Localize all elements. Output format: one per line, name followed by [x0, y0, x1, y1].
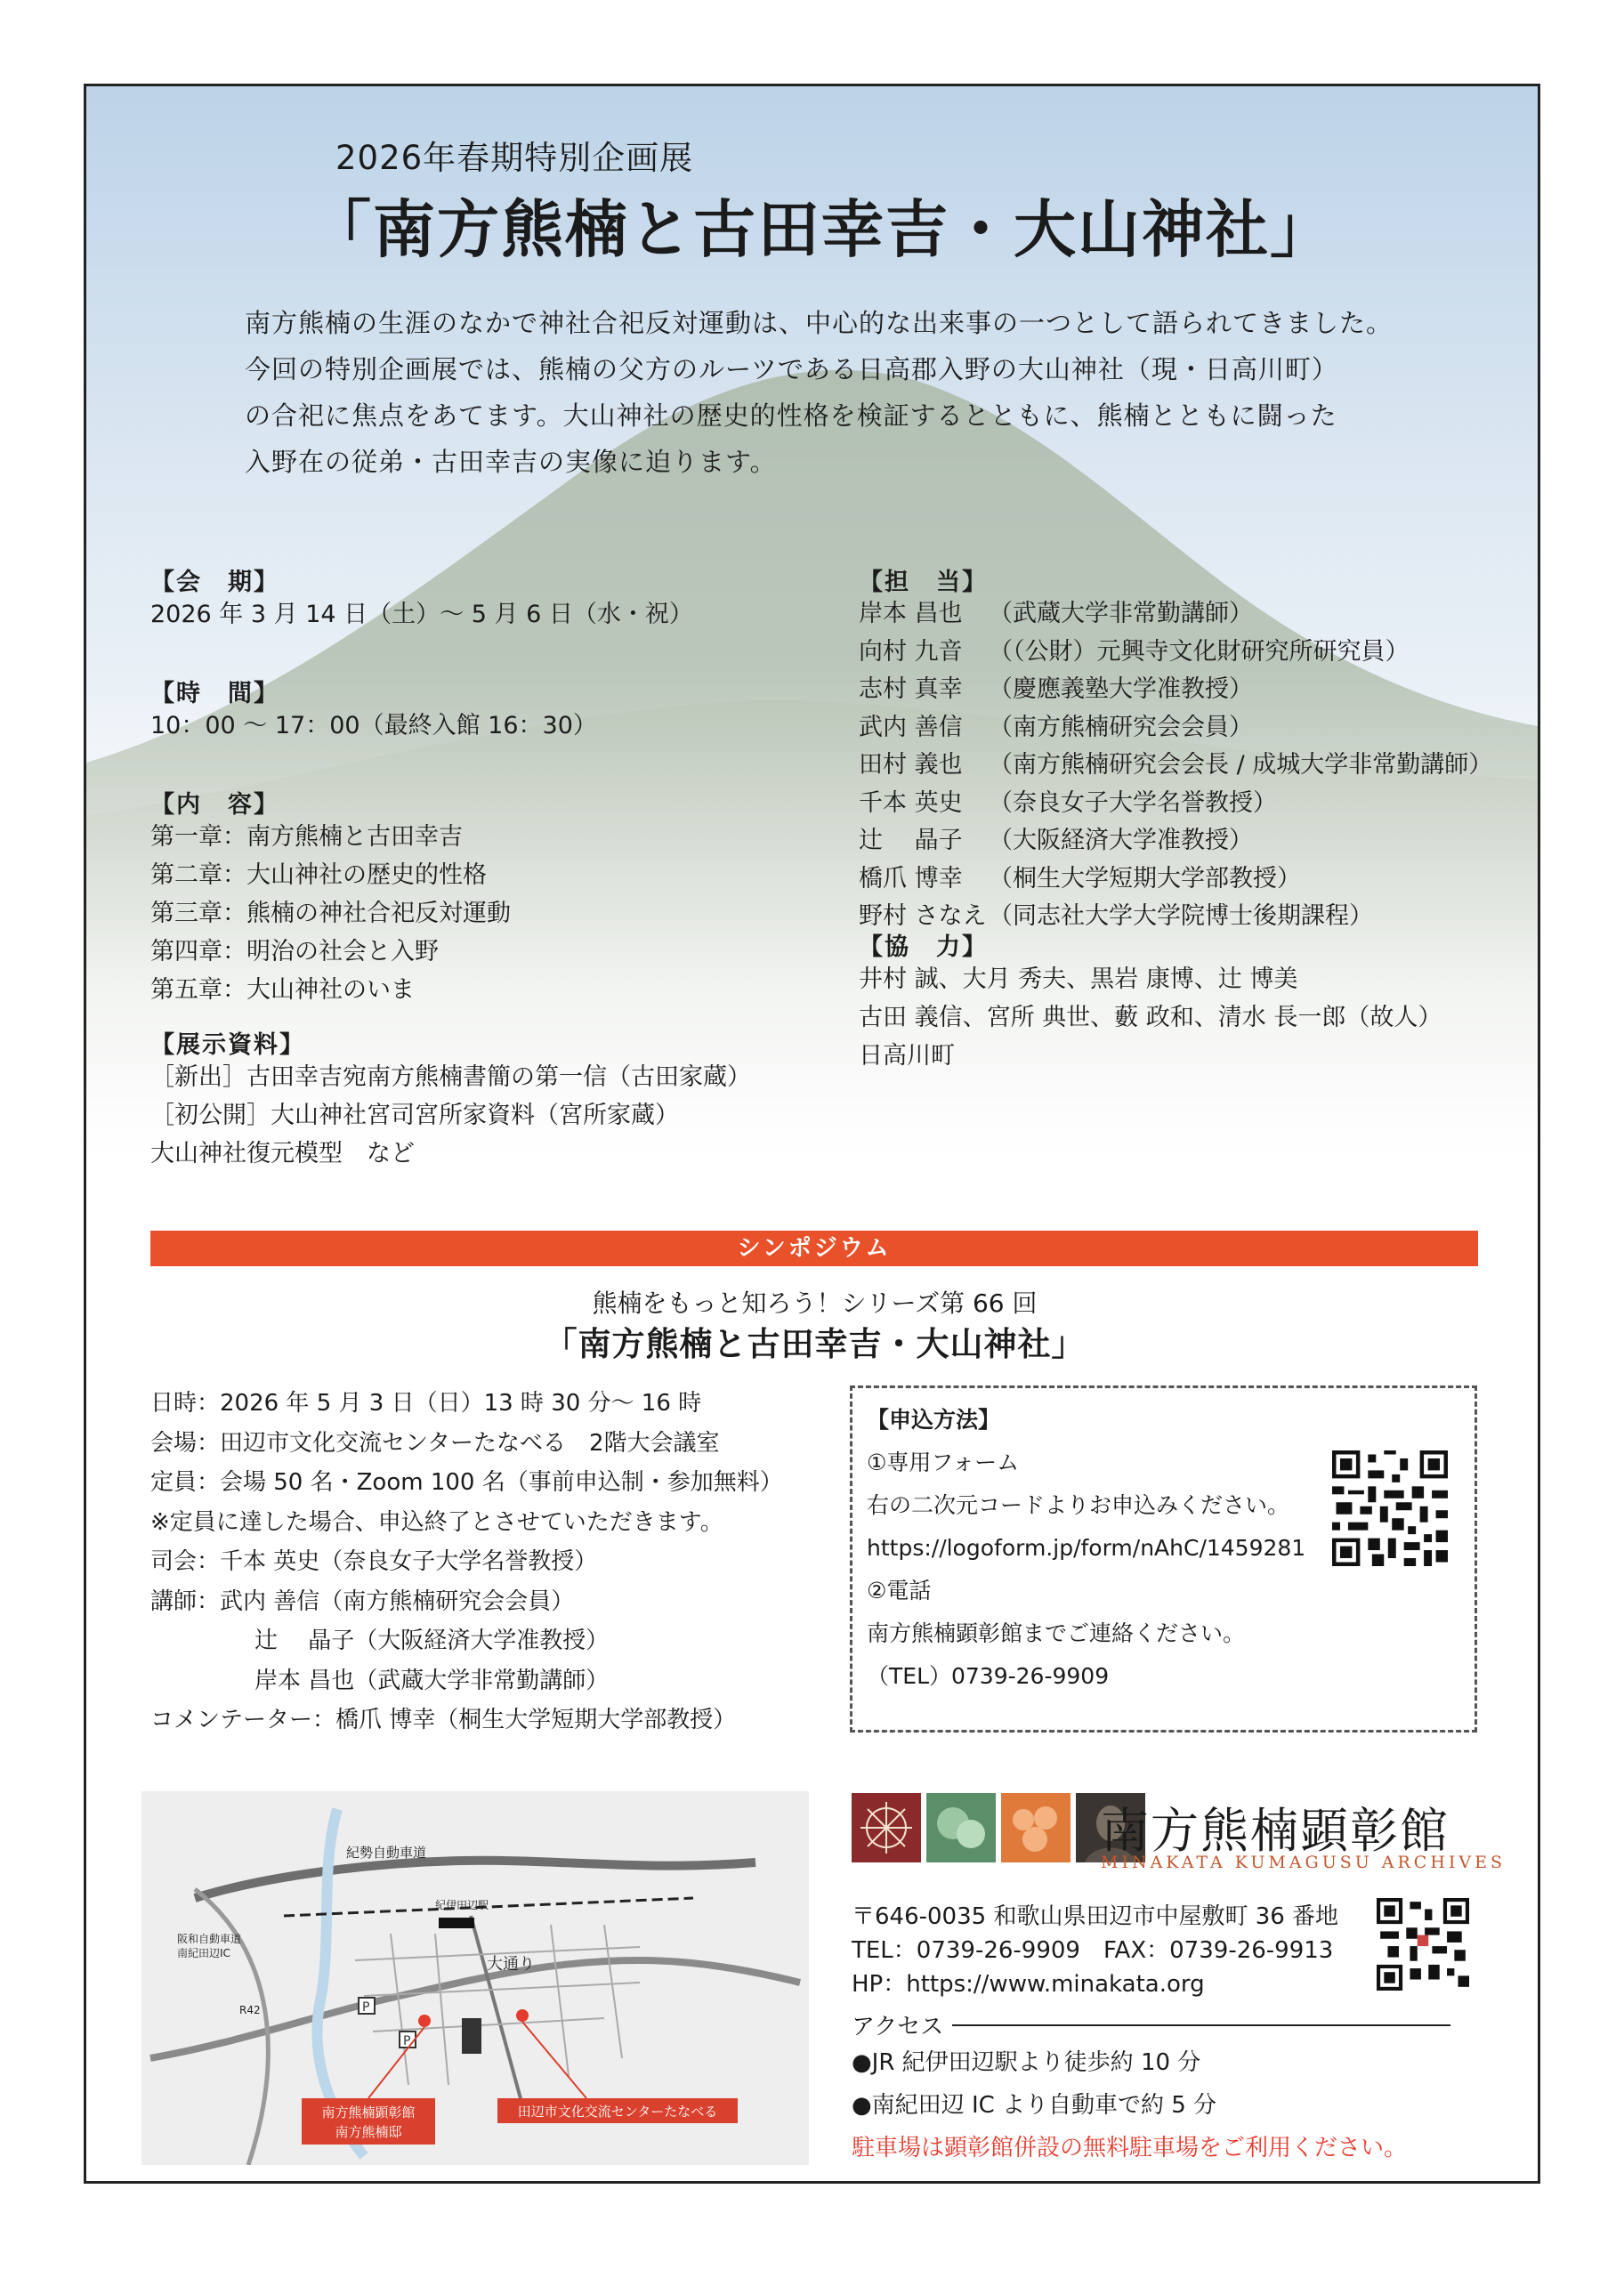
map-tanaberu-label: 田辺市文化交流センターたなべる [517, 2104, 718, 2120]
access-item: ●JR 紀伊田辺駅より徒歩約 10 分 [852, 2049, 1201, 2076]
symposium-detail-row: 会場：田辺市文化交流センターたなべる 2階大会議室 [150, 1429, 720, 1457]
apply-form-text: 右の二次元コードよりお申込みください。 [867, 1492, 1290, 1518]
intro-line: の合祀に焦点をあてます。大山神社の歴史的性格を検証するとともに、熊楠とともに闘った [245, 400, 1337, 431]
staff-row [859, 634, 1492, 672]
staff-row [859, 709, 1492, 747]
symposium-lecturer-row: 岸本 昌也（武蔵大学非常勤講師） [255, 1667, 610, 1694]
divider [952, 2024, 1450, 2026]
staff-name: 橋爪 博幸 [859, 864, 963, 893]
symposium-details [150, 1384, 783, 1741]
apply-phone-label: ②電話 [867, 1578, 932, 1603]
list-item: 大山神社復元模型 など [150, 1140, 415, 1167]
symposium-detail-row: 司会：千本 英史（奈良女子大学名誉教授） [150, 1548, 598, 1575]
staff-name: 野村 さなえ [859, 902, 987, 930]
staff-name: 田村 義也 [859, 751, 963, 779]
contents-heading: 【内 容】 [150, 791, 279, 819]
staff-affiliation: （南方熊楠研究会会員） [989, 713, 1253, 741]
symposium-title: 「南方熊楠と古田幸吉・大山神社」 [544, 1325, 1086, 1363]
apply-phone-number: （TEL）0739-26-9909 [867, 1663, 1110, 1689]
museum-homepage-link[interactable]: HP：https://www.minakata.org [852, 1971, 1205, 1998]
poster-frame [84, 84, 1540, 2184]
staff-row [859, 822, 1492, 860]
staff-name: 武内 善信 [859, 713, 963, 741]
symposium-detail-row: 講師：武内 善信（南方熊楠研究会会員） [150, 1587, 575, 1615]
list-item: 第四章：明治の社会と入野 [150, 938, 439, 965]
list-item: 井村 誠、大月 秀夫、黒岩 康博、辻 博美 [859, 965, 1298, 993]
symposium-detail-row: ※定員に達した場合、申込終了とさせていただきます。 [150, 1508, 723, 1536]
contents-list [150, 818, 511, 1009]
map-kumagusu-house-label: 南方熊楠邸 [335, 2124, 402, 2140]
museum-name-en: MINAKATA KUMAGUSU ARCHIVES [1101, 1853, 1507, 1872]
application-box [850, 1385, 1477, 1733]
logo-tile-icon [852, 1793, 921, 1862]
staff-name: 千本 英史 [859, 788, 963, 817]
museum-contact [852, 1900, 1338, 2001]
list-item: 古田 義信、宮所 典世、藪 政和、清水 長一郎（故人） [859, 1004, 1442, 1031]
hours-text: 10：00 ～ 17：00（最終入館 16：30） [150, 712, 597, 739]
svg-text:P: P [362, 2000, 370, 2015]
qr-code-icon[interactable] [1332, 1450, 1448, 1566]
map-ic-label: 阪和自動車道南紀田辺IC [177, 1933, 242, 1959]
apply-url-link[interactable]: https://logoform.jp/form/nAhC/1459281 [867, 1535, 1306, 1561]
staff-affiliation: （（公財）元興寺文化財研究所研究員） [989, 637, 1410, 666]
museum-name: 南方熊楠顕彰館 [1101, 1803, 1450, 1859]
intro-line: 入野在の従弟・古田幸吉の実像に迫ります。 [245, 447, 777, 477]
staff-row [859, 747, 1492, 785]
list-item: ［初公開］大山神社宮司宮所家資料（宮所家蔵） [150, 1102, 679, 1129]
symposium-detail-row: 日時：2026 年 5 月 3 日（日）13 時 30 分～ 16 時 [150, 1390, 702, 1417]
materials-heading: 【展示資料】 [150, 1031, 305, 1059]
cooperation-list [859, 960, 1442, 1075]
exhibition-subtitle: 2026年春期特別企画展 [335, 139, 694, 177]
materials-list [150, 1058, 751, 1173]
map-r42-label: R42 [239, 2004, 261, 2016]
exhibition-title: 「南方熊楠と古田幸吉・大山神社」 [309, 193, 1334, 266]
access-map [141, 1791, 809, 2165]
symposium-banner: シンポジウム [150, 1231, 1478, 1266]
staff-name: 志村 真幸 [859, 675, 963, 703]
intro-line: 南方熊楠の生涯のなかで神社合祀反対運動は、中心的な出来事の一つとして語られてきました。 [245, 308, 1394, 338]
staff-row [859, 785, 1492, 823]
period-text: 2026 年 3 月 14 日（土）～ 5 月 6 日（水・祝） [150, 601, 693, 628]
staff-affiliation: （同志社大学大学院博士後期課程） [989, 902, 1373, 930]
apply-form-label: ①専用フォーム [867, 1450, 1020, 1475]
apply-phone-text: 南方熊楠顕彰館までご連絡ください。 [867, 1620, 1246, 1646]
logo-tile-icon [1001, 1793, 1071, 1862]
access-heading-row [852, 2008, 1450, 2041]
list-item: 日高川町 [859, 1042, 955, 1070]
access-heading: アクセス [852, 2014, 944, 2040]
museum-address: 〒646-0035 和歌山県田辺市中屋敷町 36 番地 [852, 1903, 1339, 1930]
staff-affiliation: （武蔵大学非常勤講師） [989, 600, 1253, 627]
list-item: 第一章：南方熊楠と古田幸吉 [150, 823, 463, 851]
list-item: 第五章：大山神社のいま [150, 976, 415, 1004]
symposium-commentator: コメンテーター：橋爪 博幸（桐生大学短期大学部教授） [150, 1707, 737, 1733]
cooperation-heading: 【協 力】 [859, 933, 988, 961]
staff-row [859, 671, 1492, 709]
qr-code-icon[interactable] [1377, 1898, 1469, 1991]
staff-name: 辻 晶子 [859, 827, 963, 854]
museum-tel-fax: TEL：0739-26-9909 FAX：0739-26-9913 [852, 1937, 1334, 1964]
staff-row [859, 860, 1492, 899]
staff-affiliation: （奈良女子大学名誉教授） [989, 788, 1277, 817]
access-section [852, 2008, 1450, 2169]
logo-tile-icon [926, 1793, 996, 1862]
intro-line: 今回の特別企画展では、熊楠の父方のルーツである日高郡入野の大山神社（現・日高川町） [245, 354, 1338, 384]
list-item: 第三章：熊楠の神社合祀反対運動 [150, 900, 511, 927]
period-heading: 【会 期】 [150, 569, 279, 596]
parking-note: 駐車場は顕彰館併設の無料駐車場をご利用ください。 [852, 2135, 1408, 2161]
svg-text:P: P [403, 2034, 411, 2048]
map-station-label: 紀伊田辺駅 [435, 1899, 489, 1911]
apply-heading: 【申込方法】 [867, 1407, 1001, 1433]
symposium-series: 熊楠をもっと知ろう！シリーズ第 66 回 [592, 1288, 1038, 1318]
hours-heading: 【時 間】 [150, 680, 279, 707]
map-kumagusu-label: 南方熊楠顕彰館 [321, 2104, 416, 2120]
staff-affiliation: （桐生大学短期大学部教授） [989, 864, 1301, 893]
staff-affiliation: （南方熊楠研究会会長 / 成城大学非常勤講師） [989, 751, 1493, 779]
access-item: ●南紀田辺 IC より自動車で約 5 分 [852, 2092, 1217, 2119]
list-item: 第二章：大山神社の歴史的性格 [150, 861, 487, 889]
staff-affiliation: （慶應義塾大学准教授） [989, 675, 1253, 703]
symposium-lecturer-row: 辻 晶子（大阪経済大学准教授） [255, 1628, 610, 1654]
list-item: ［新出］古田幸吉宛南方熊楠書簡の第一信（古田家蔵） [150, 1063, 751, 1091]
staff-heading: 【担 当】 [859, 569, 988, 596]
map-street-label: 大通り [487, 1955, 535, 1974]
map-expressway-label: 紀勢自動車道 [346, 1845, 427, 1861]
staff-affiliation: （大阪経済大学准教授） [989, 827, 1253, 854]
staff-row [859, 595, 1492, 634]
staff-name: 向村 九音 [859, 637, 963, 666]
intro-paragraph [245, 300, 1419, 485]
symposium-detail-row: 定員：会場 50 名・Zoom 100 名（事前申込制・参加無料） [150, 1469, 783, 1496]
staff-name: 岸本 昌也 [859, 600, 963, 627]
staff-list [859, 595, 1492, 936]
